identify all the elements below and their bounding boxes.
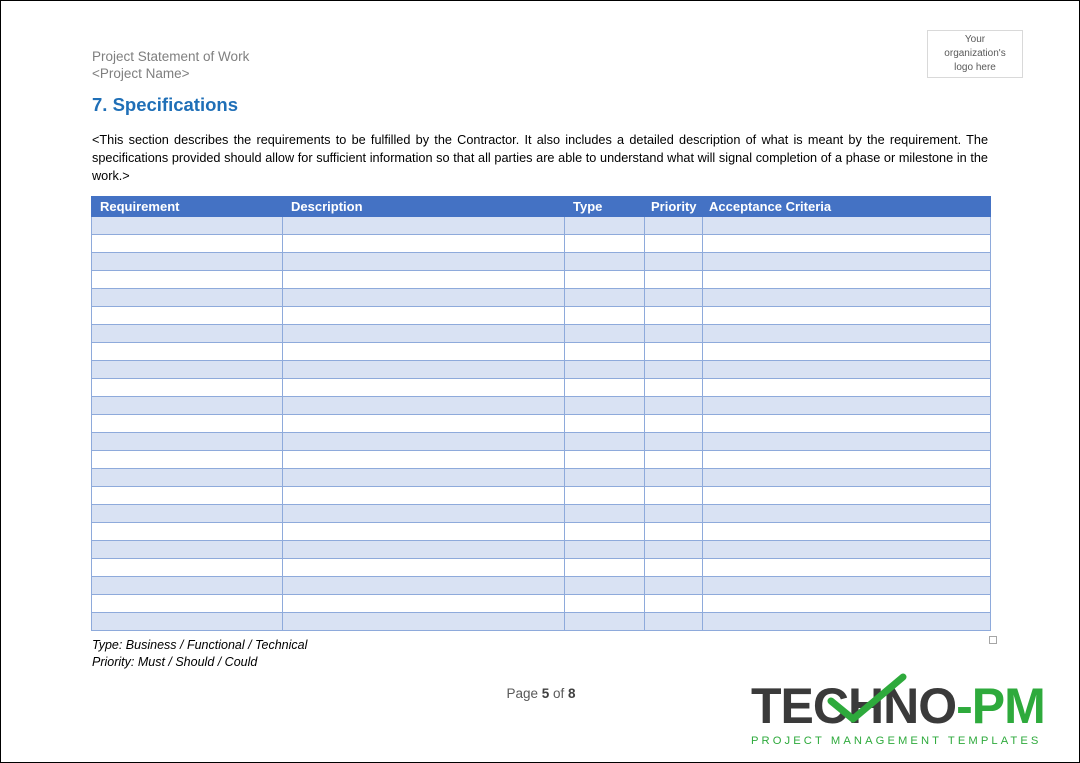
table-cell[interactable] [283,451,565,469]
table-cell[interactable] [565,595,645,613]
table-cell[interactable] [565,415,645,433]
col-header-acceptance-criteria: Acceptance Criteria [703,197,991,217]
table-cell[interactable] [645,253,703,271]
col-header-priority: Priority [645,197,703,217]
table-cell[interactable] [92,523,283,541]
table-row [92,505,991,523]
table-cell[interactable] [92,595,283,613]
table-cell[interactable] [645,595,703,613]
table-cell[interactable] [565,559,645,577]
priority-legend: Priority: Must / Should / Could [92,654,258,669]
table-cell[interactable] [703,397,991,415]
table-cell[interactable] [703,487,991,505]
table-cell[interactable] [283,217,565,235]
table-cell[interactable] [565,343,645,361]
table-cell[interactable] [283,541,565,559]
table-cell[interactable] [645,379,703,397]
table-body [92,217,991,631]
table-cell[interactable] [92,307,283,325]
table-cell[interactable] [92,415,283,433]
table-row [92,253,991,271]
table-cell[interactable] [283,415,565,433]
table-cell[interactable] [645,613,703,631]
page-prefix: Page [506,686,538,701]
table-cell[interactable] [283,271,565,289]
brand-logo [751,673,1061,753]
page-total: 8 [568,686,576,701]
table-cell[interactable] [645,307,703,325]
table-cell[interactable] [283,487,565,505]
table-cell[interactable] [92,361,283,379]
table-cell[interactable] [283,559,565,577]
table-cell[interactable] [565,523,645,541]
table-cell[interactable] [703,379,991,397]
table-cell[interactable] [645,505,703,523]
table-row [92,235,991,253]
table-cell[interactable] [92,433,283,451]
table-cell[interactable] [645,235,703,253]
table-cell[interactable] [703,289,991,307]
table-cell[interactable] [92,379,283,397]
table-cell[interactable] [283,397,565,415]
brand-tagline: PROJECT MANAGEMENT TEMPLATES [751,735,1042,747]
table-cell[interactable] [92,469,283,487]
table-cell[interactable] [283,379,565,397]
table-row [92,415,991,433]
table-cell[interactable] [703,217,991,235]
table-row [92,397,991,415]
table-row [92,307,991,325]
page-header [92,48,249,82]
page-number [441,686,641,701]
table-cell[interactable] [703,523,991,541]
table-resize-handle[interactable] [989,636,997,644]
table-row [92,289,991,307]
table-cell[interactable] [645,433,703,451]
table-cell[interactable] [283,253,565,271]
table-cell[interactable] [92,451,283,469]
table-row [92,451,991,469]
table-cell[interactable] [703,433,991,451]
table-cell[interactable] [565,397,645,415]
logo-placeholder [927,30,1023,78]
table-cell[interactable] [565,289,645,307]
table-cell[interactable] [703,325,991,343]
table-cell[interactable] [645,487,703,505]
table-cell[interactable] [565,613,645,631]
page-of: of [553,686,565,701]
table-cell[interactable] [703,271,991,289]
table-cell[interactable] [703,235,991,253]
brand-name-part1: TECHNO [751,678,957,734]
table-cell[interactable] [645,559,703,577]
table-cell[interactable] [283,613,565,631]
table-row [92,613,991,631]
table-cell[interactable] [283,289,565,307]
table-cell[interactable] [565,433,645,451]
col-header-requirement: Requirement [92,197,283,217]
table-cell[interactable] [645,577,703,595]
section-intro: <This section describes the requirements to be fulfilled by the Contractor. It also includes a detailed description of what is meant by the requirement. The specifications provided should allow for sufficient information so that all parties are able to understand what will signal completion of a phase or milestone in the work.> [92,133,988,183]
table-cell[interactable] [92,541,283,559]
page-current: 5 [541,686,550,701]
table-cell[interactable] [283,433,565,451]
col-header-type: Type [565,197,645,217]
table-cell[interactable] [703,307,991,325]
table-cell[interactable] [92,505,283,523]
specifications-table [91,196,991,631]
table-cell[interactable] [703,577,991,595]
table-row [92,379,991,397]
table-cell[interactable] [92,325,283,343]
table-cell[interactable] [92,271,283,289]
table-cell[interactable] [565,577,645,595]
table-cell[interactable] [645,217,703,235]
table-cell[interactable] [703,595,991,613]
table-cell[interactable] [92,289,283,307]
table-row [92,433,991,451]
section-heading: 7. Specifications [92,94,238,115]
table-cell[interactable] [565,361,645,379]
table-cell[interactable] [92,613,283,631]
table-cell[interactable] [283,595,565,613]
table-row [92,343,991,361]
table-cell[interactable] [645,451,703,469]
table-cell[interactable] [92,559,283,577]
table-cell[interactable] [283,235,565,253]
table-cell[interactable] [283,469,565,487]
table-cell[interactable] [645,343,703,361]
table-row [92,361,991,379]
table-row [92,577,991,595]
table-cell[interactable] [645,541,703,559]
table-cell[interactable] [703,361,991,379]
brand-name-part2: -PM [956,678,1045,734]
table-cell[interactable] [565,451,645,469]
table-cell[interactable] [703,613,991,631]
table-row [92,469,991,487]
table-row [92,523,991,541]
table-cell[interactable] [92,253,283,271]
table-cell[interactable] [703,505,991,523]
table-cell[interactable] [283,505,565,523]
table-cell[interactable] [92,343,283,361]
table-cell[interactable] [645,271,703,289]
table-row [92,487,991,505]
table-cell[interactable] [703,559,991,577]
table-cell[interactable] [565,541,645,559]
table-cell[interactable] [703,541,991,559]
project-name: <Project Name> [92,66,190,81]
table-row [92,559,991,577]
table-cell[interactable] [703,469,991,487]
table-cell[interactable] [283,523,565,541]
table-cell[interactable] [645,523,703,541]
checkmark-icon [819,673,909,723]
table-cell[interactable] [565,235,645,253]
document-title: Project Statement of Work [92,49,250,64]
table-cell[interactable] [645,361,703,379]
table-cell[interactable] [565,487,645,505]
table-cell[interactable] [92,235,283,253]
table-cell[interactable] [645,289,703,307]
type-legend: Type: Business / Functional / Technical [92,638,308,652]
table-cell[interactable] [565,217,645,235]
table-cell[interactable] [283,577,565,595]
col-header-description: Description [283,197,565,217]
table-cell[interactable] [565,325,645,343]
table-cell[interactable] [703,253,991,271]
table-cell[interactable] [703,415,991,433]
table-cell[interactable] [645,397,703,415]
table-cell[interactable] [645,469,703,487]
table-cell[interactable] [565,253,645,271]
table-cell[interactable] [565,307,645,325]
table-cell[interactable] [283,361,565,379]
table-cell[interactable] [703,451,991,469]
table-header-row [92,197,991,217]
table-notes [92,637,307,670]
table-cell[interactable] [645,415,703,433]
table-row [92,541,991,559]
table-cell[interactable] [703,343,991,361]
logo-placeholder-text: Your organization's logo here [944,34,1006,73]
table-cell[interactable] [92,487,283,505]
table-cell[interactable] [283,343,565,361]
table-cell[interactable] [283,325,565,343]
table-row [92,325,991,343]
table-row [92,271,991,289]
table-row [92,595,991,613]
table-cell[interactable] [283,307,565,325]
table-cell[interactable] [565,469,645,487]
table-cell[interactable] [92,577,283,595]
table-cell[interactable] [565,379,645,397]
table-cell[interactable] [92,217,283,235]
table-cell[interactable] [565,505,645,523]
table-row [92,217,991,235]
table-cell[interactable] [565,271,645,289]
table-cell[interactable] [92,397,283,415]
table-cell[interactable] [645,325,703,343]
